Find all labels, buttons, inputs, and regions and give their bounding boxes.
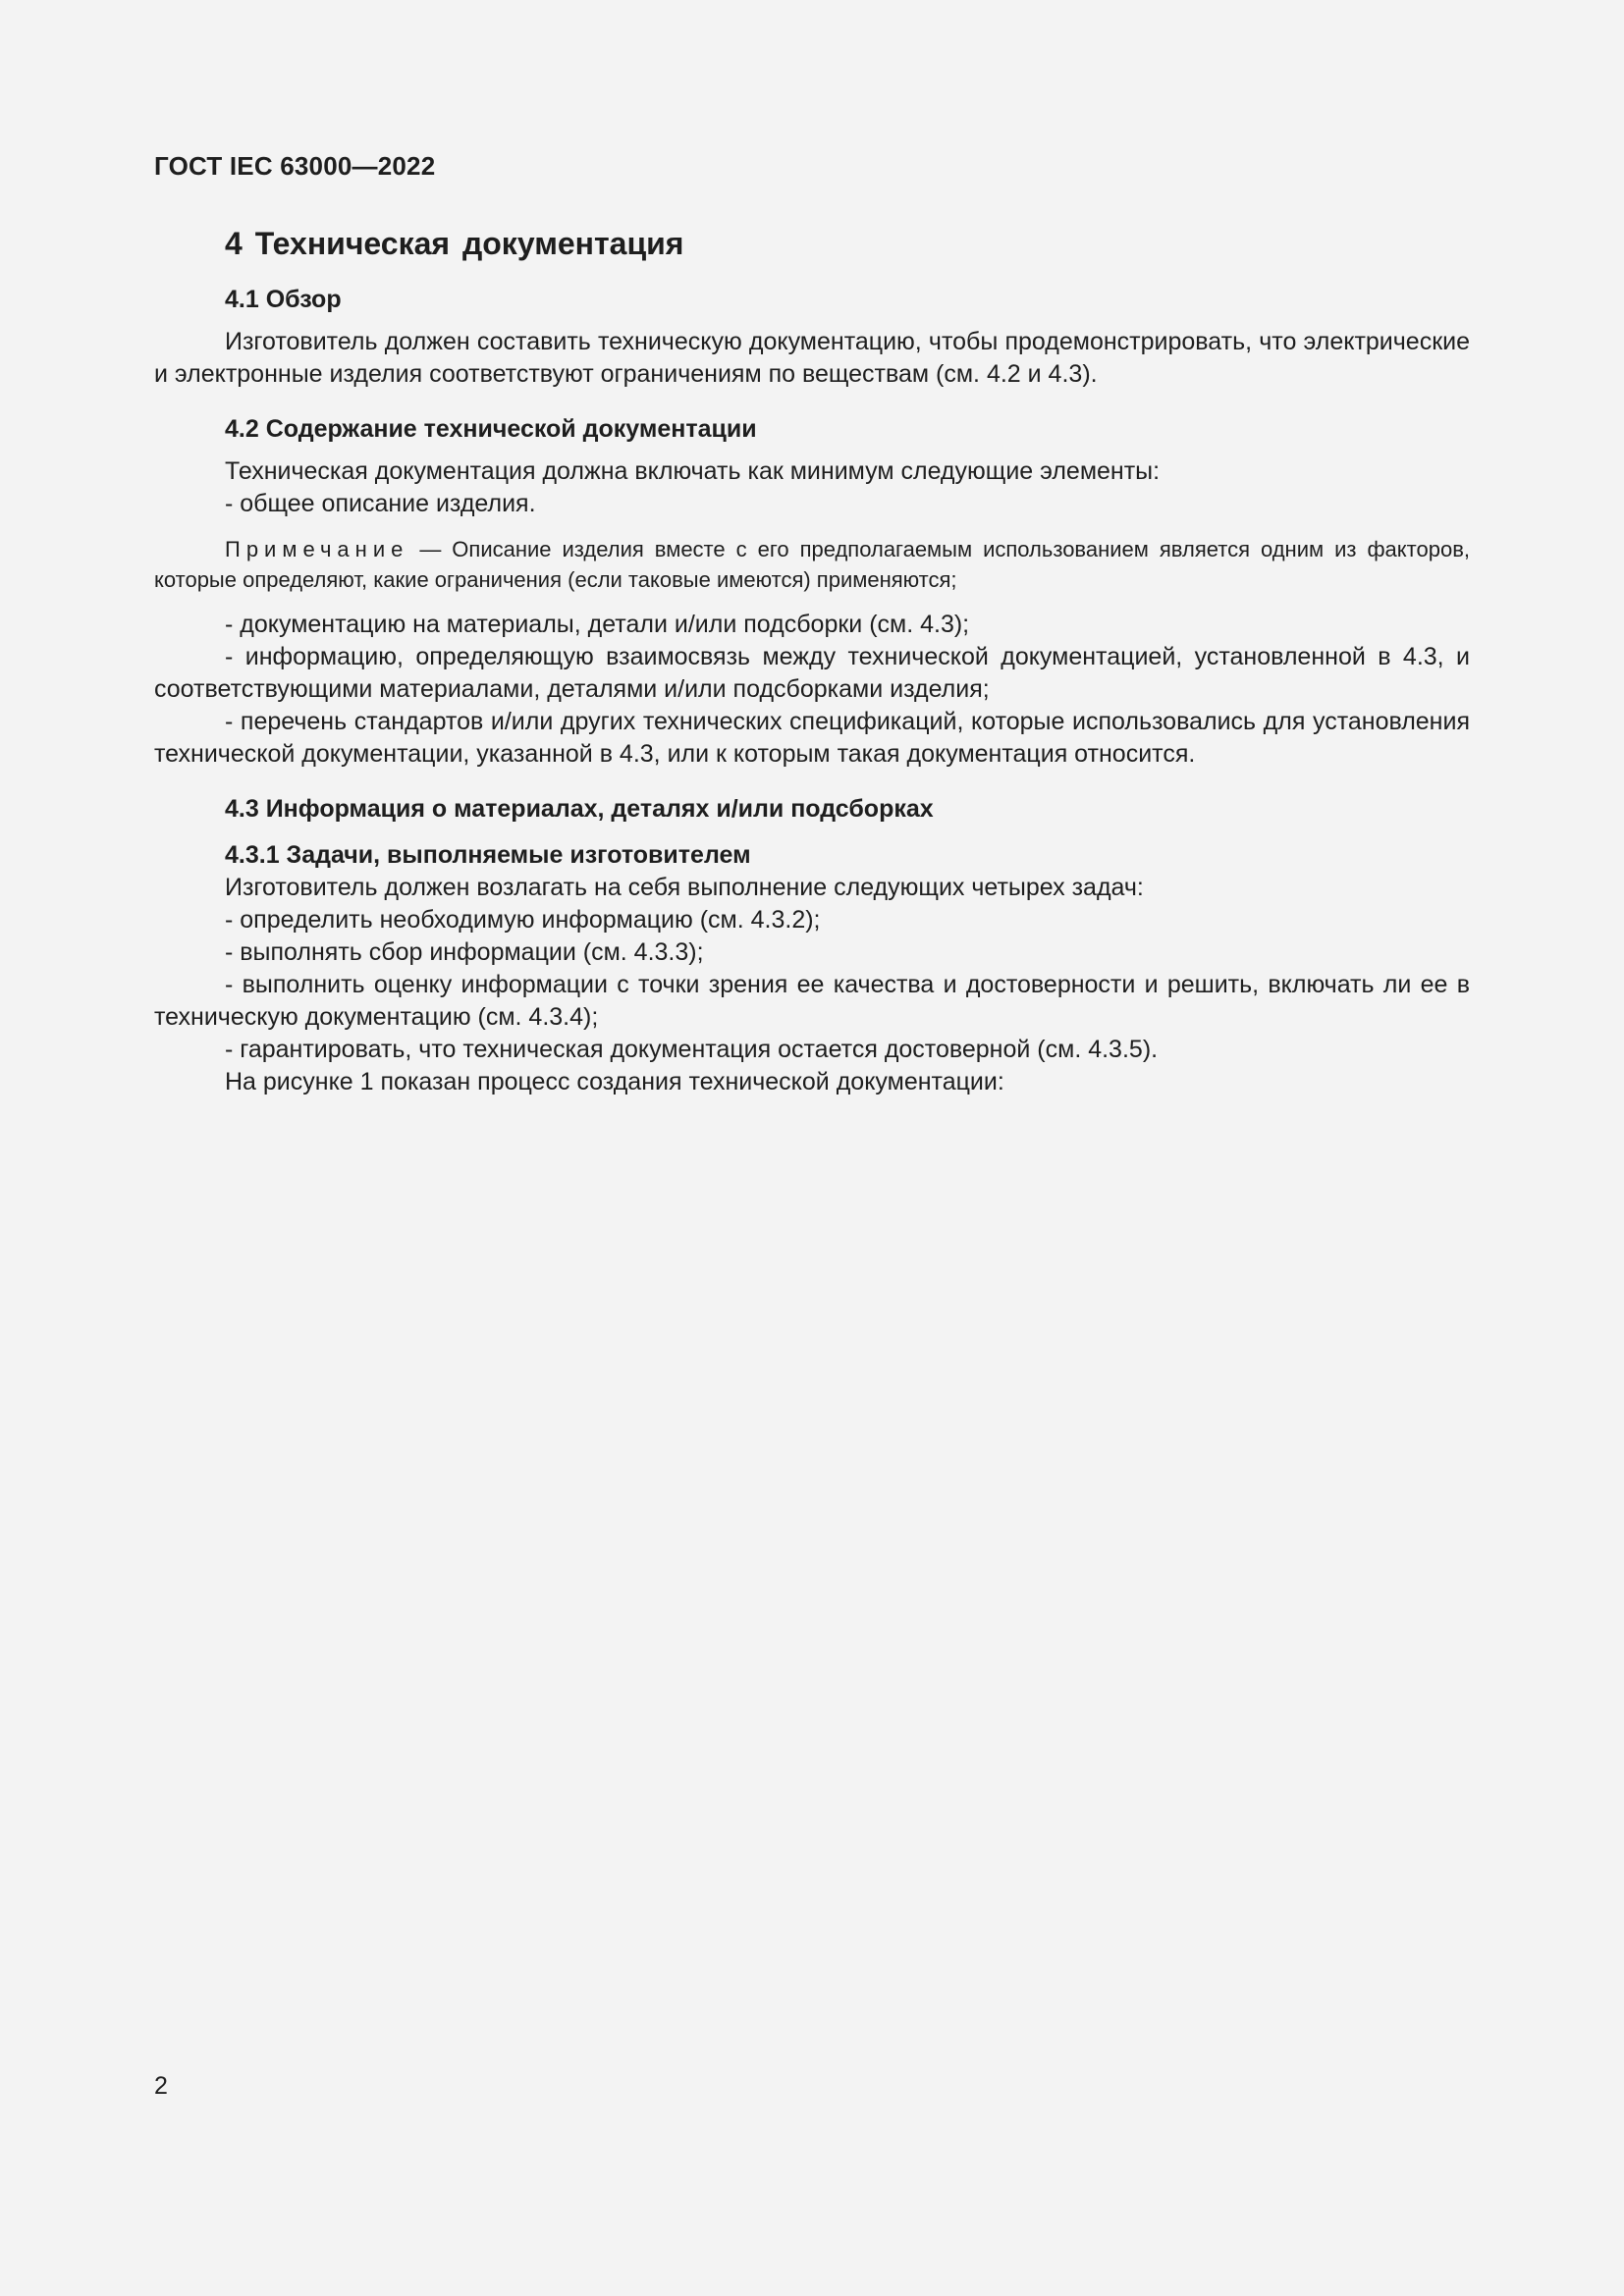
section-4-2-title: 4.2 Содержание технической документации	[225, 415, 757, 443]
figure-reference: На рисунке 1 показан процесс создания технической документации:	[225, 1068, 1004, 1095]
section-4-2-item-2: - документацию на материалы, детали и/или подсборки (см. 4.3);	[225, 611, 970, 638]
note-text: — Описание изделия вместе с его предполагаемым использованием является одним из факторов, которые определяют, какие ограничения (если таковые имеются) применяются;	[154, 537, 1470, 592]
section-4-3-title: 4.3 Информация о материалах, деталях и/или подсборках	[225, 795, 934, 823]
section-4-2-item-1: - общее описание изделия.	[225, 490, 536, 517]
section-4-2-item-4: - перечень стандартов и/или других технических спецификаций, которые использовались для установления технической документации, указанной в 4.3, или к которым такая документация относится.	[154, 708, 1470, 768]
section-4-3-1-task-3: - выполнить оценку информации с точки зрения ее качества и достоверности и решить, включать ли ее в техническую документацию (см. 4.3.4);	[154, 971, 1470, 1031]
section-4-1-text: Изготовитель должен составить техническую документацию, чтобы продемонстрировать, что электрические и электронные изделия соответствуют ограничениям по веществам (см. 4.2 и 4.3).	[154, 328, 1470, 388]
section-4-3-1-task-4: - гарантировать, что техническая документация остается достоверной (см. 4.3.5).	[225, 1036, 1159, 1063]
section-4-2-intro: Техническая документация должна включать как минимум следующие элементы:	[225, 457, 1161, 485]
standard-header: ГОСТ IEC 63000—2022	[154, 151, 436, 181]
section-4-3-1-title: 4.3.1 Задачи, выполняемые изготовителем	[225, 841, 751, 869]
document-body	[154, 222, 1470, 1098]
page-number: 2	[154, 2072, 168, 2100]
section-4-title: 4 Техническая документация	[225, 226, 684, 261]
section-4-2-item-3: - информацию, определяющую взаимосвязь между технической документацией, установленной в 4.3, и соответствующими материалами, деталями и/или подсборками изделия;	[154, 643, 1470, 703]
section-4-3-1-intro: Изготовитель должен возлагать на себя выполнение следующих четырех задач:	[225, 874, 1144, 901]
section-4-3-1-task-1: - определить необходимую информацию (см. 4.3.2);	[225, 906, 821, 934]
section-4-3-1-task-2: - выполнять сбор информации (см. 4.3.3);	[225, 938, 704, 966]
section-4-2-note	[154, 534, 1470, 595]
section-4-1-title: 4.1 Обзор	[225, 286, 342, 313]
note-label: Примечание	[225, 537, 409, 561]
